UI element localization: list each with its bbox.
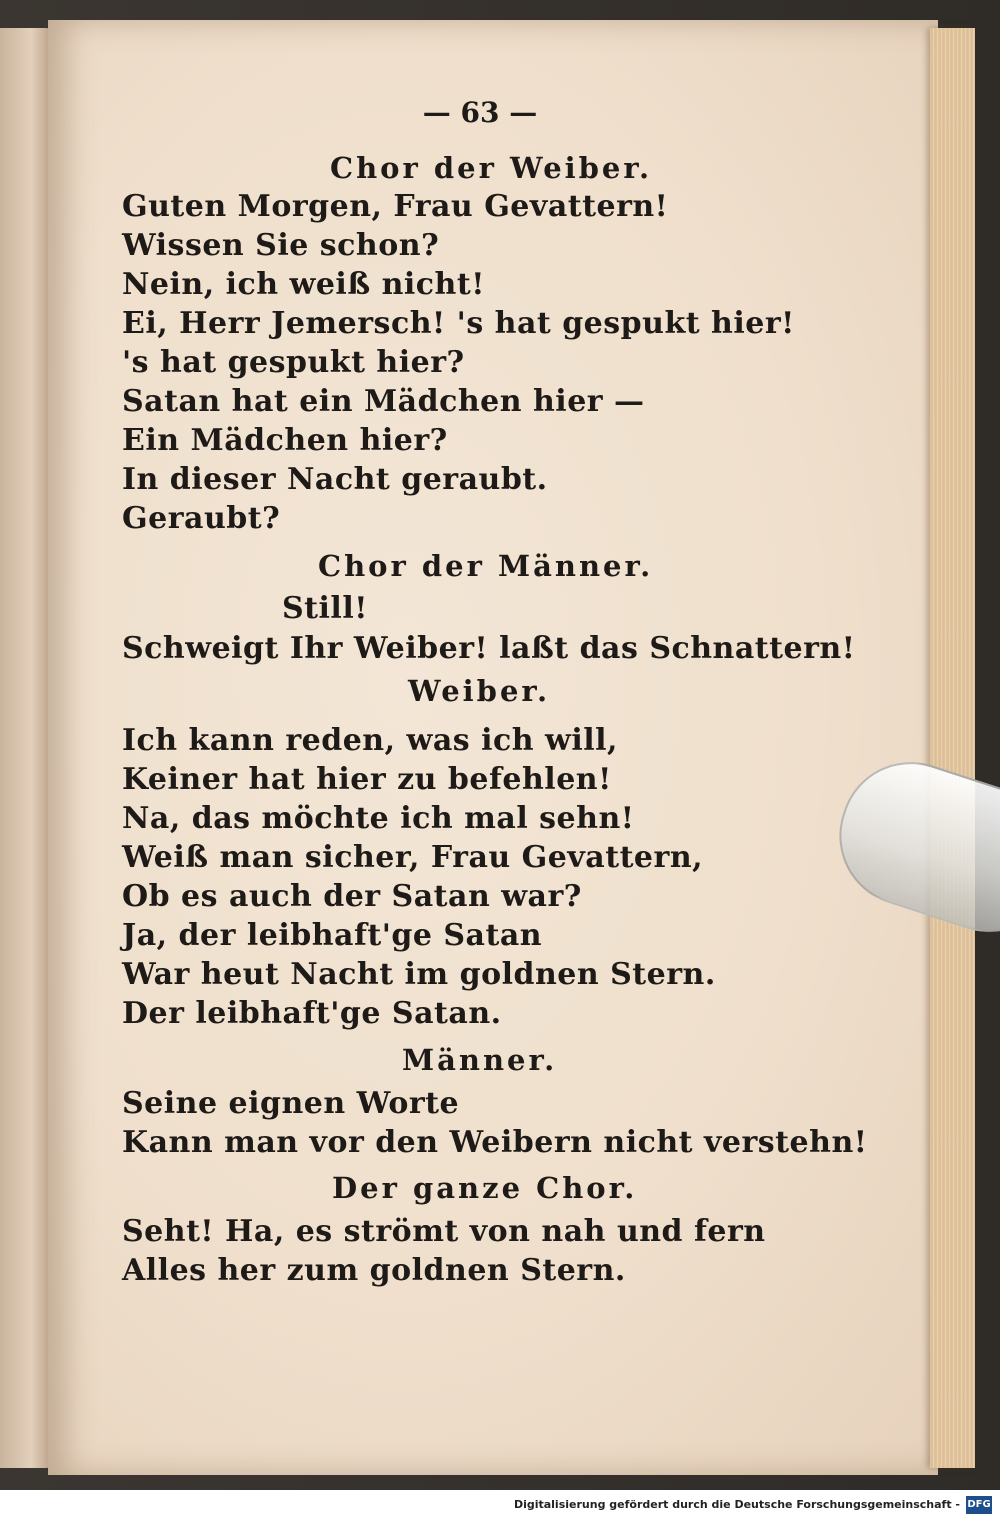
verse-line: Schweigt Ihr Weiber! laßt das Schnattern! — [122, 631, 856, 666]
verse-line: Ja, der leibhaft'ge Satan — [122, 918, 543, 953]
speaker-heading: Weiber. — [408, 674, 551, 708]
speaker-heading: Chor der Männer. — [318, 549, 654, 583]
verse-line: War heut Nacht im goldnen Stern. — [122, 957, 716, 992]
verse-line: Geraubt? — [122, 501, 281, 536]
verse-line: Wissen Sie schon? — [122, 228, 440, 263]
verse-line: Still! — [282, 591, 368, 626]
verse-line: 's hat gespukt hier? — [122, 345, 465, 380]
speaker-heading: Männer. — [402, 1043, 558, 1077]
verse-line: Seine eignen Worte — [122, 1086, 460, 1121]
digitization-footer — [0, 1490, 1000, 1523]
verse-line: Na, das möchte ich mal sehn! — [122, 801, 635, 836]
verse-line: Seht! Ha, es strömt von nah und fern — [122, 1214, 766, 1249]
verse-line: Nein, ich weiß nicht! — [122, 267, 485, 302]
verse-line: Ich kann reden, was ich will, — [122, 723, 618, 758]
verse-line: Weiß man sicher, Frau Gevattern, — [122, 840, 704, 875]
verse-line: In dieser Nacht geraubt. — [122, 462, 548, 497]
verse-line: Keiner hat hier zu befehlen! — [122, 762, 612, 797]
page-number: — 63 — — [422, 96, 538, 129]
verse-line: Guten Morgen, Frau Gevattern! — [122, 189, 669, 224]
left-page-edge — [0, 28, 52, 1468]
verse-line: Kann man vor den Weibern nicht verstehn! — [122, 1125, 868, 1160]
speaker-heading: Der ganze Chor. — [332, 1171, 638, 1205]
verse-line: Satan hat ein Mädchen hier — — [122, 384, 645, 419]
dfg-logo: DFG — [966, 1496, 992, 1514]
verse-line: Ob es auch der Satan war? — [122, 879, 582, 914]
verse-line: Der leibhaft'ge Satan. — [122, 996, 502, 1031]
verse-line: Ein Mädchen hier? — [122, 423, 448, 458]
verse-line: Alles her zum goldnen Stern. — [122, 1253, 626, 1288]
verse-line: Ei, Herr Jemersch! 's hat gespukt hier! — [122, 306, 795, 341]
page-stack-edge — [930, 28, 975, 1468]
footer-credit: Digitalisierung gefördert durch die Deutsche Forschungsgemeinschaft - — [513, 1498, 960, 1511]
speaker-heading: Chor der Weiber. — [330, 151, 653, 185]
